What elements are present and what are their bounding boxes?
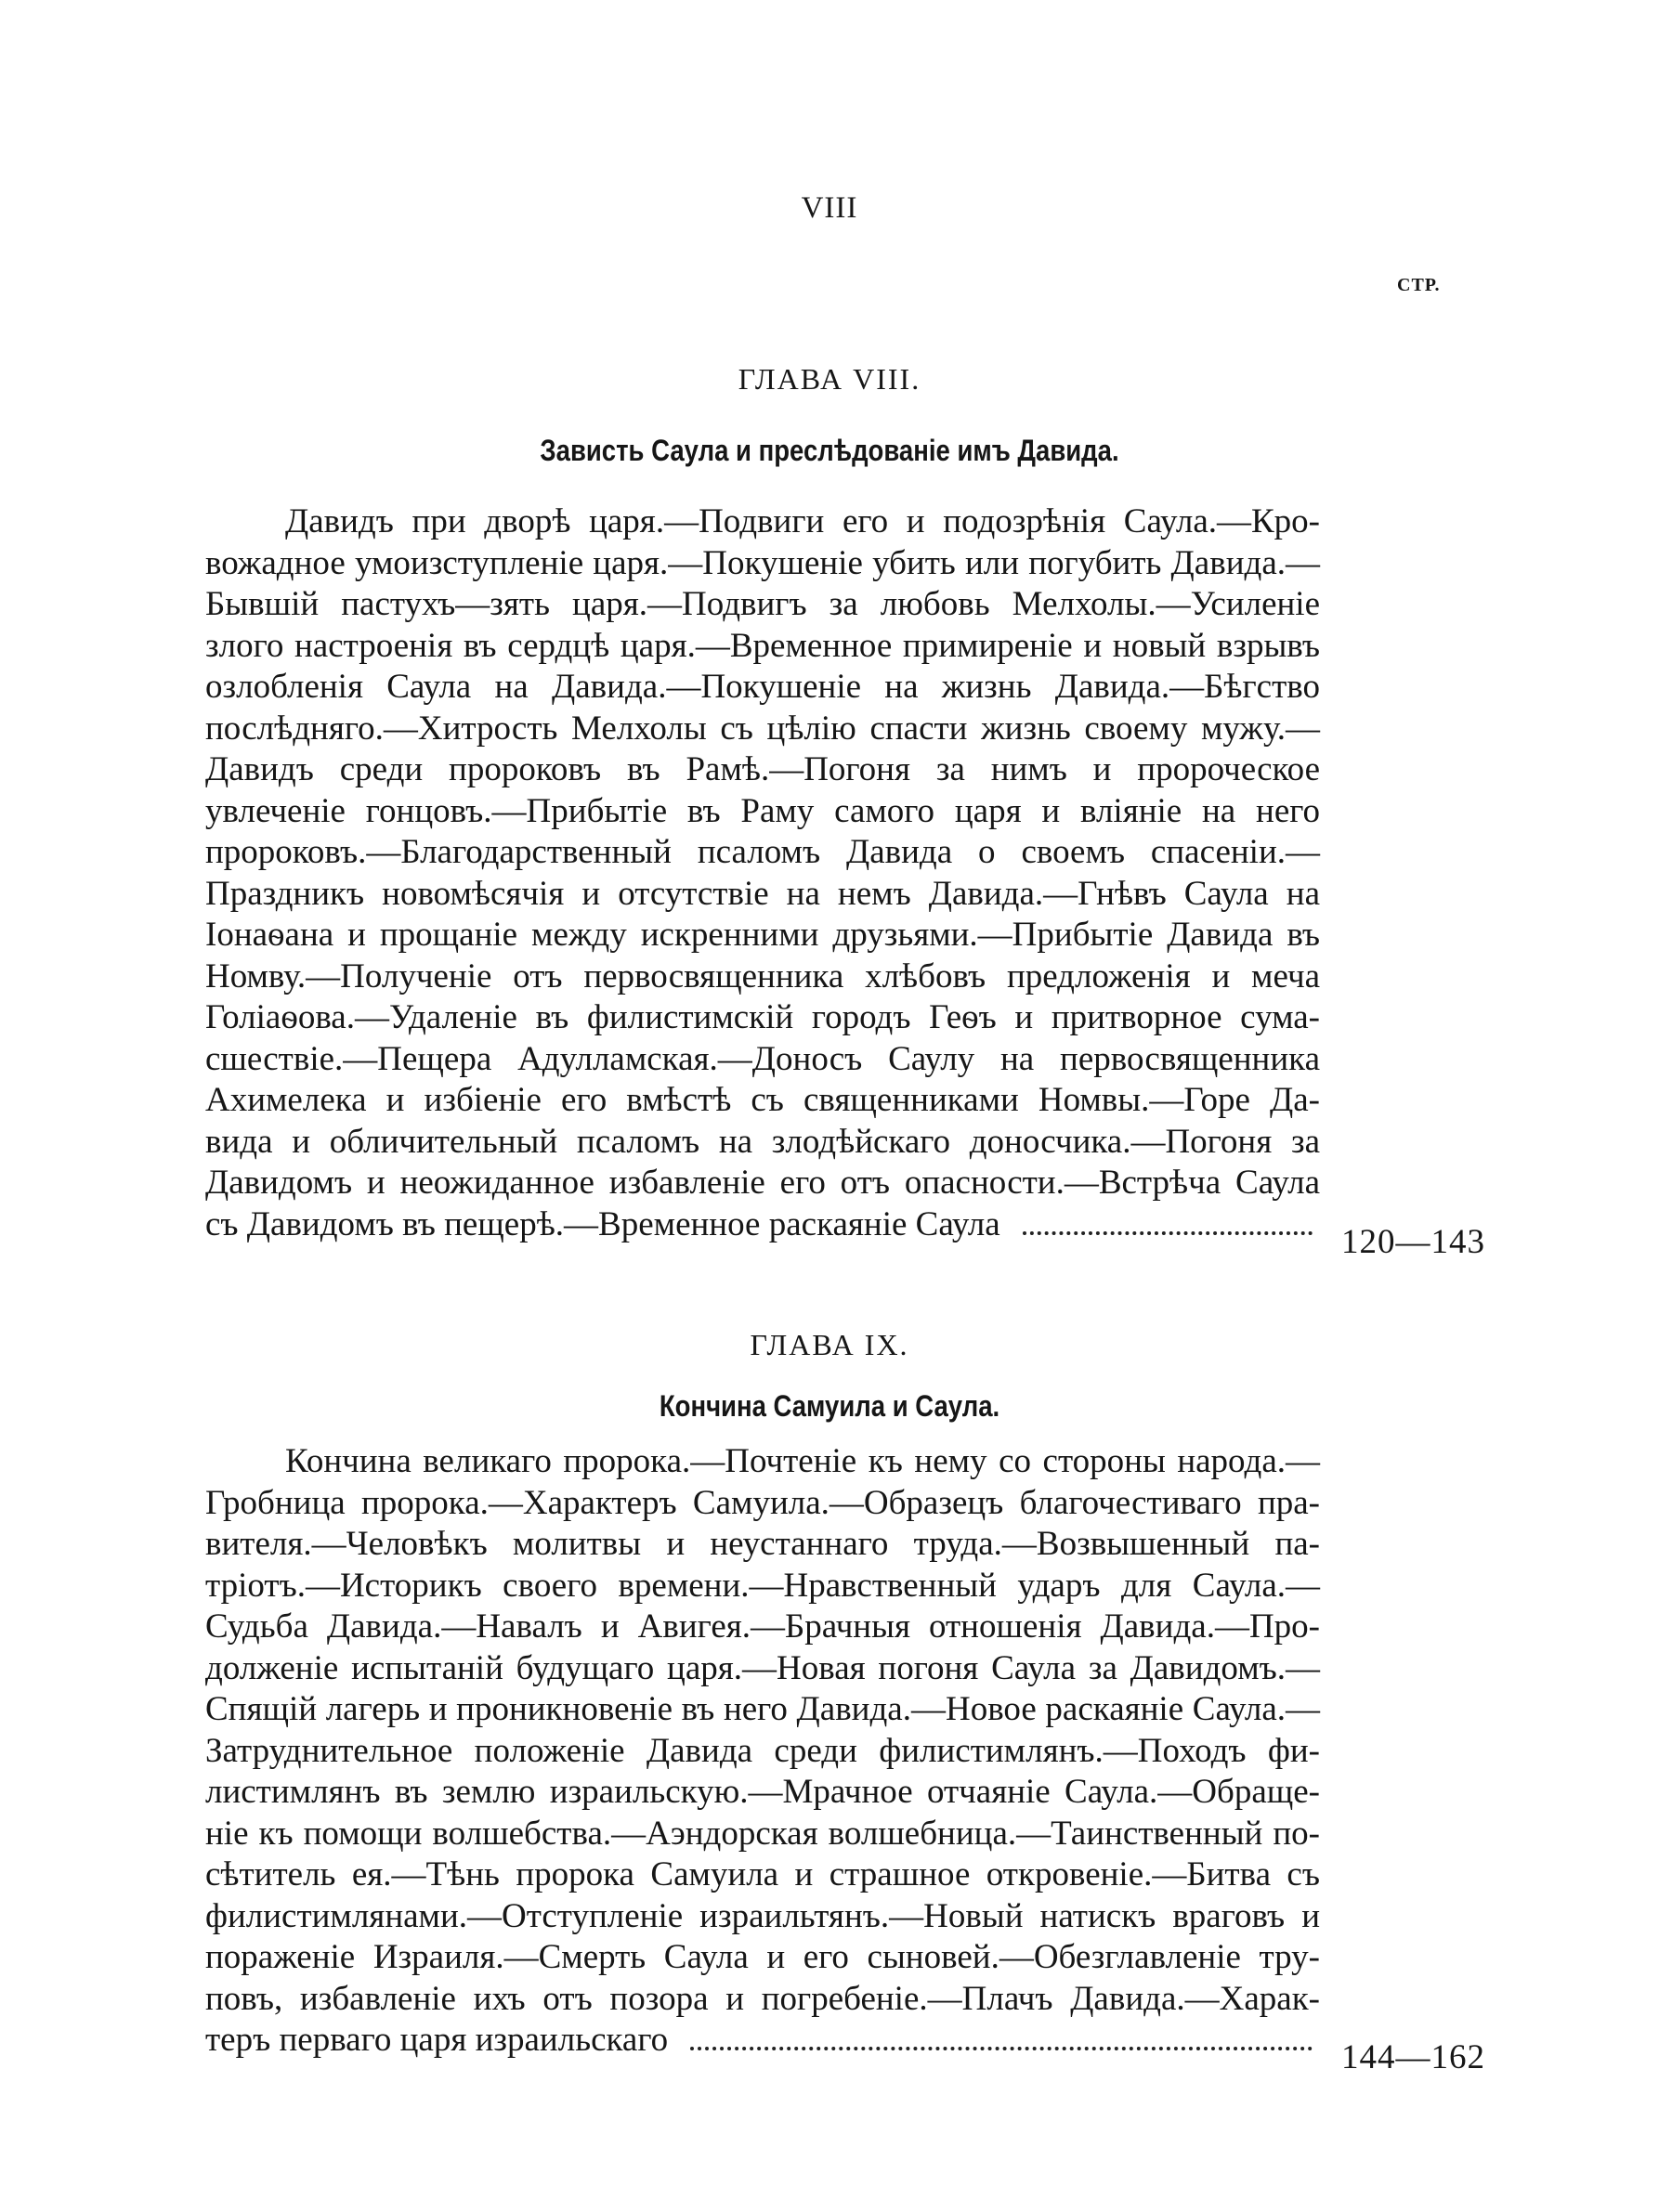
summary-line: листимлянъ въ землю израильскую.—Мрачное отчаяніе Саула.—Обраще- — [205, 1773, 1320, 1811]
page-column-header: СТР. — [1397, 275, 1441, 295]
summary-line: долженіе испытаній будущаго царя.—Новая погоня Саула за Давидомъ.— — [205, 1648, 1320, 1687]
summary-line: сшествіе.—Пещера Адулламская.—Доносъ Саулу на первосвященника — [205, 1039, 1320, 1078]
page-number: VIII — [801, 191, 858, 225]
summary-line: Голіаѳова.—Удаленіе въ филистимскій городъ Геѳъ и притворное сума- — [205, 998, 1320, 1036]
summary-line: съ Давидомъ въ пещерѣ.—Временное раскаяніе Саула — [205, 1204, 1000, 1243]
summary-line: пораженіе Израиля.—Смерть Саула и его сыновей.—Обезглавленіе тру- — [205, 1938, 1320, 1976]
summary-line: пророковъ.—Благодарственный псаломъ Давида о своемъ спасеніи.— — [205, 833, 1320, 871]
summary-line: филистимлянами.—Отступленіе израильтянъ.—Новый натискъ враговъ и — [205, 1896, 1320, 1935]
chapter-title: Зависть Саула и преслѣдованіе имъ Давида. — [540, 434, 1119, 467]
summary-line: Затруднительное положеніе Давида среди филистимлянъ.—Походъ фи- — [205, 1731, 1320, 1770]
chapter-heading: ГЛАВА VIII. — [738, 362, 921, 396]
summary-line: Іонаѳана и прощаніе между искренними друзьями.—Прибытіе Давида въ — [205, 916, 1320, 954]
summary-line: тріотъ.—Историкъ своего времени.—Нравственный ударъ для Саула.— — [205, 1566, 1320, 1605]
summary-line: озлобленія Саула на Давида.—Покушеніе на жизнь Давида.—Бѣгство — [205, 668, 1320, 706]
summary-line: Бывшій пастухъ—зять царя.—Подвигъ за любовь Мелхолы.—Усиленіе — [205, 585, 1320, 623]
chapter-summary — [205, 501, 1320, 1245]
summary-line: вожадное умоизступленіе царя.—Покушеніе убить или погубить Давида.— — [205, 543, 1320, 582]
chapter-heading: ГЛАВА IX. — [750, 1328, 909, 1361]
summary-line: увлеченіе гонцовъ.—Прибытіе въ Раму самого царя и вліяніе на него — [205, 791, 1320, 830]
summary-line: сѣтитель ея.—Тѣнь пророка Самуила и страшное откровеніе.—Битва съ — [205, 1855, 1320, 1893]
summary-line: Гробница пророка.—Характеръ Самуила.—Образецъ благочестиваго пра- — [205, 1483, 1320, 1522]
summary-last-line — [205, 1204, 1320, 1246]
summary-line: ніе къ помощи волшебства.—Аэндорская волшебница.—Таинственный по- — [205, 1814, 1320, 1853]
summary-line: Судьба Давида.—Навалъ и Авигея.—Брачныя отношенія Давида.—Про- — [205, 1607, 1320, 1646]
summary-line: Номву.—Полученіе отъ первосвященника хлѣбовъ предложенія и меча — [205, 956, 1320, 995]
summary-line: Спящій лагерь и проникновеніе въ него Давида.—Новое раскаяніе Саула.— — [205, 1690, 1320, 1728]
summary-line: Давидомъ и неожиданное избавленіе его отъ опасности.—Встрѣча Саула — [205, 1164, 1320, 1202]
chapter-page-range: 120—143 — [1341, 1223, 1485, 1261]
summary-line: теръ перваго царя израильскаго — [205, 2021, 669, 2059]
chapter-summary — [205, 1441, 1320, 2062]
summary-line: вида и обличительный псаломъ на злодѣйскаго доносчика.—Погоня за — [205, 1122, 1320, 1161]
summary-line: Праздникъ новомѣсячія и отсутствіе на немъ Давида.—Гнѣвъ Саула на — [205, 874, 1320, 913]
summary-line: Ахимелека и избіеніе его вмѣстѣ съ священниками Номвы.—Горе Да- — [205, 1081, 1320, 1119]
summary-last-line — [205, 2020, 1320, 2062]
summary-line: вителя.—Человѣкъ молитвы и неустаннаго труда.—Возвышенный па- — [205, 1525, 1320, 1563]
chapter-title: Кончина Самуила и Саула. — [659, 1389, 1000, 1423]
chapter-page-range: 144—162 — [1341, 2038, 1485, 2076]
summary-line: повъ, избавленіе ихъ отъ позора и погребеніе.—Плачъ Давида.—Харак- — [205, 1979, 1320, 2018]
summary-line: Давидъ среди пророковъ въ Рамѣ.—Погоня за нимъ и пророческое — [205, 750, 1320, 788]
summary-line: Кончина великаго пророка.—Почтеніе къ нему со стороны народа.— — [285, 1442, 1320, 1480]
dot-leader — [690, 2047, 1313, 2050]
summary-line: послѣдняго.—Хитрость Мелхолы съ цѣлію спасти жизнь своему мужу.— — [205, 709, 1320, 748]
summary-line: Давидъ при дворѣ царя.—Подвиги его и подозрѣнія Саула.—Кро- — [285, 502, 1320, 540]
summary-line: злого настроенія въ сердцѣ царя.—Временное примиреніе и новый взрывъ — [205, 626, 1320, 665]
dot-leader — [1023, 1231, 1313, 1235]
